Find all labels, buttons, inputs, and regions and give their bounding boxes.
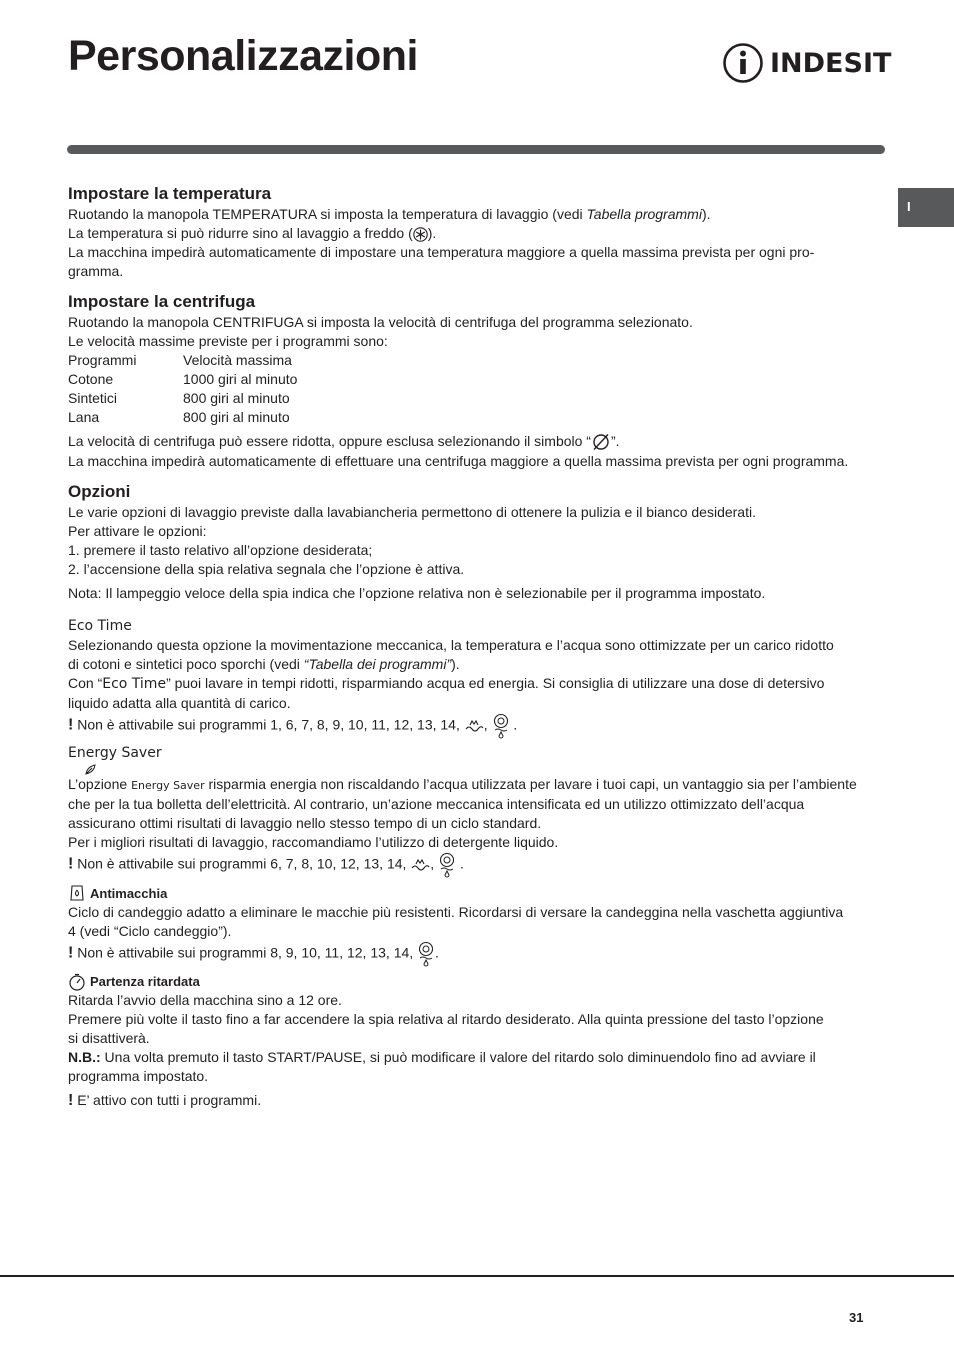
options-para: Le varie opzioni di lavaggio previste dalla lavabiancheria permettono di ottenere la pulizia e il bianco desiderati. — [68, 504, 756, 521]
table-row — [68, 389, 297, 408]
delay-instructions-cont: si disattiverà. — [68, 1030, 150, 1047]
options-heading: Opzioni — [68, 482, 131, 502]
no-spin-icon — [591, 432, 611, 452]
delay-note-cont: programma impostato. — [68, 1068, 209, 1085]
antistain-icon — [68, 883, 86, 903]
spin-limit-para: La macchina impedirà automaticamente di effettuare una centrifuga maggiore a quella massima prevista per ogni programma. — [68, 453, 849, 470]
wool-icon — [438, 852, 456, 878]
antistain-heading: Antimacchia — [68, 883, 886, 903]
ecotime-warning: ! Non è attivabile sui programmi 1, 6, 7, 8, 9, 10, 11, 12, 13, 14, , . — [68, 713, 886, 739]
table-cell: 800 giri al minuto — [183, 390, 290, 406]
energysaver-detergent-para: Per i migliori risultati di lavaggio, raccomandiamo l’utilizzo di detergente liquido. — [68, 834, 559, 851]
delay-instructions: Premere più volte il tasto fino a far accendere la spia relativa al ritardo desiderato. Alla quinta pressione del tasto l’opzione — [68, 1011, 824, 1028]
page-number: 31 — [849, 1310, 864, 1325]
table-header: Programmi — [68, 352, 137, 368]
delay-heading: Partenza ritardata — [68, 972, 886, 991]
spin-speeds-intro: Le velocità massime previste per i programmi sono: — [68, 333, 388, 349]
options-activate-intro: Per attivare le opzioni: — [68, 523, 207, 540]
table-cell: Sintetici — [68, 390, 118, 406]
brand-i-icon — [722, 42, 764, 84]
energysaver-logo: Energy Saver — [68, 745, 162, 762]
temperature-para: Ruotando la manopola TEMPERATURA si imposta la temperatura di lavaggio (vedi Tabella programmi). — [68, 206, 711, 222]
header-rule — [67, 145, 885, 154]
timer-icon — [68, 973, 86, 991]
delay-warning: ! E’ attivo con tutti i programmi. — [68, 1092, 262, 1110]
page-title: Personalizzazioni — [68, 32, 418, 80]
spin-heading: Impostare la centrifuga — [68, 292, 256, 311]
temperature-heading: Impostare la temperatura — [68, 184, 272, 203]
wool-icon — [492, 713, 510, 739]
table-cell: 800 giri al minuto — [183, 409, 290, 425]
hand-wash-icon — [464, 719, 484, 733]
brand-wordmark: INDESIT — [770, 47, 892, 79]
ecotime-para: Selezionando questa opzione la movimentazione meccanica, la temperatura e l’acqua sono ottimizzate per un carico ridotto — [68, 637, 834, 654]
ecotime-benefit-para: Con “Eco Time” puoi lavare in tempi ridotti, risparmiando acqua ed energia. Si consiglia di utilizzare una dose di detersivo — [68, 675, 825, 693]
hand-wash-icon — [410, 858, 430, 872]
antistain-warning: ! Non è attivabile sui programmi 8, 9, 10, 11, 12, 13, 14, . — [68, 941, 886, 967]
language-tab: I — [898, 188, 954, 227]
main-content — [68, 183, 886, 1110]
table-cell: 1000 giri al minuto — [183, 371, 298, 387]
antistain-para-cont: 4 (vedi “Ciclo candeggio”). — [68, 923, 232, 940]
table-cell: Lana — [68, 409, 100, 425]
energysaver-para-cont: che per la tua bolletta dell’elettricità. Al contrario, un’azione meccanica intensificata ed un utilizzo ottimizzato dell’acqua — [68, 796, 805, 813]
options-step-2: 2. l’accensione della spia relativa segnala che l’opzione è attiva. — [68, 561, 465, 578]
spin-para: Ruotando la manopola CENTRIFUGA si imposta la velocità di centrifuga del programma selezionato. — [68, 314, 693, 330]
footer-rule — [0, 1275, 954, 1277]
antistain-para: Ciclo di candeggio adatto a eliminare le macchie più resistenti. Ricordarsi di versare la candeggina nella vaschetta aggiuntiva — [68, 904, 844, 921]
table-header-row — [68, 351, 297, 370]
wool-icon — [417, 941, 435, 967]
energysaver-para: L’opzione Energy Saver risparmia energia non riscaldando l’acqua utilizzata per lavare i tuoi capi, un vantaggio sia per l’ambiente — [68, 776, 857, 793]
leaf-icon — [84, 763, 98, 775]
spin-reduce-para: La velocità di centrifuga può essere ridotta, oppure esclusa selezionando il simbolo “ ”. — [68, 432, 886, 452]
temperature-cold-para: La temperatura si può ridurre sino al lavaggio a freddo ( ). — [68, 225, 437, 241]
temperature-limit-para-cont: gramma. — [68, 263, 124, 279]
brand-logo — [722, 42, 891, 84]
energysaver-para-cont2: assicurano ottimi risultati di lavaggio nello stesso tempo di un ciclo standard. — [68, 815, 542, 832]
table-row — [68, 408, 297, 427]
table-row — [68, 370, 297, 389]
snowflake-icon — [413, 227, 428, 242]
options-step-1: 1. premere il tasto relativo all’opzione desiderata; — [68, 542, 373, 559]
table-cell: Cotone — [68, 371, 114, 387]
delay-para: Ritarda l’avvio della macchina sino a 12 ore. — [68, 992, 342, 1009]
temperature-limit-para: La macchina impedirà automaticamente di impostare una temperatura maggiore a quella massima prevista per ogni pro- — [68, 244, 815, 260]
ecotime-logo: Eco Time — [68, 618, 132, 635]
delay-note: N.B.: Una volta premuto il tasto START/PAUSE, si può modificare il valore del ritardo solo diminuendolo fino ad avviare il — [68, 1049, 816, 1066]
options-note: Nota: Il lampeggio veloce della spia indica che l’opzione relativa non è selezionabile per il programma impostato. — [68, 585, 766, 602]
spin-speed-table — [68, 351, 297, 427]
energysaver-warning: ! Non è attivabile sui programmi 6, 7, 8, 10, 12, 13, 14, , . — [68, 852, 886, 878]
table-header: Velocità massima — [183, 352, 292, 368]
ecotime-benefit-para-cont: liquido adatta alla quantità di carico. — [68, 695, 291, 712]
ecotime-para-cont: di cotoni e sintetici poco sporchi (vedi “Tabella dei programmi”). — [68, 656, 460, 673]
